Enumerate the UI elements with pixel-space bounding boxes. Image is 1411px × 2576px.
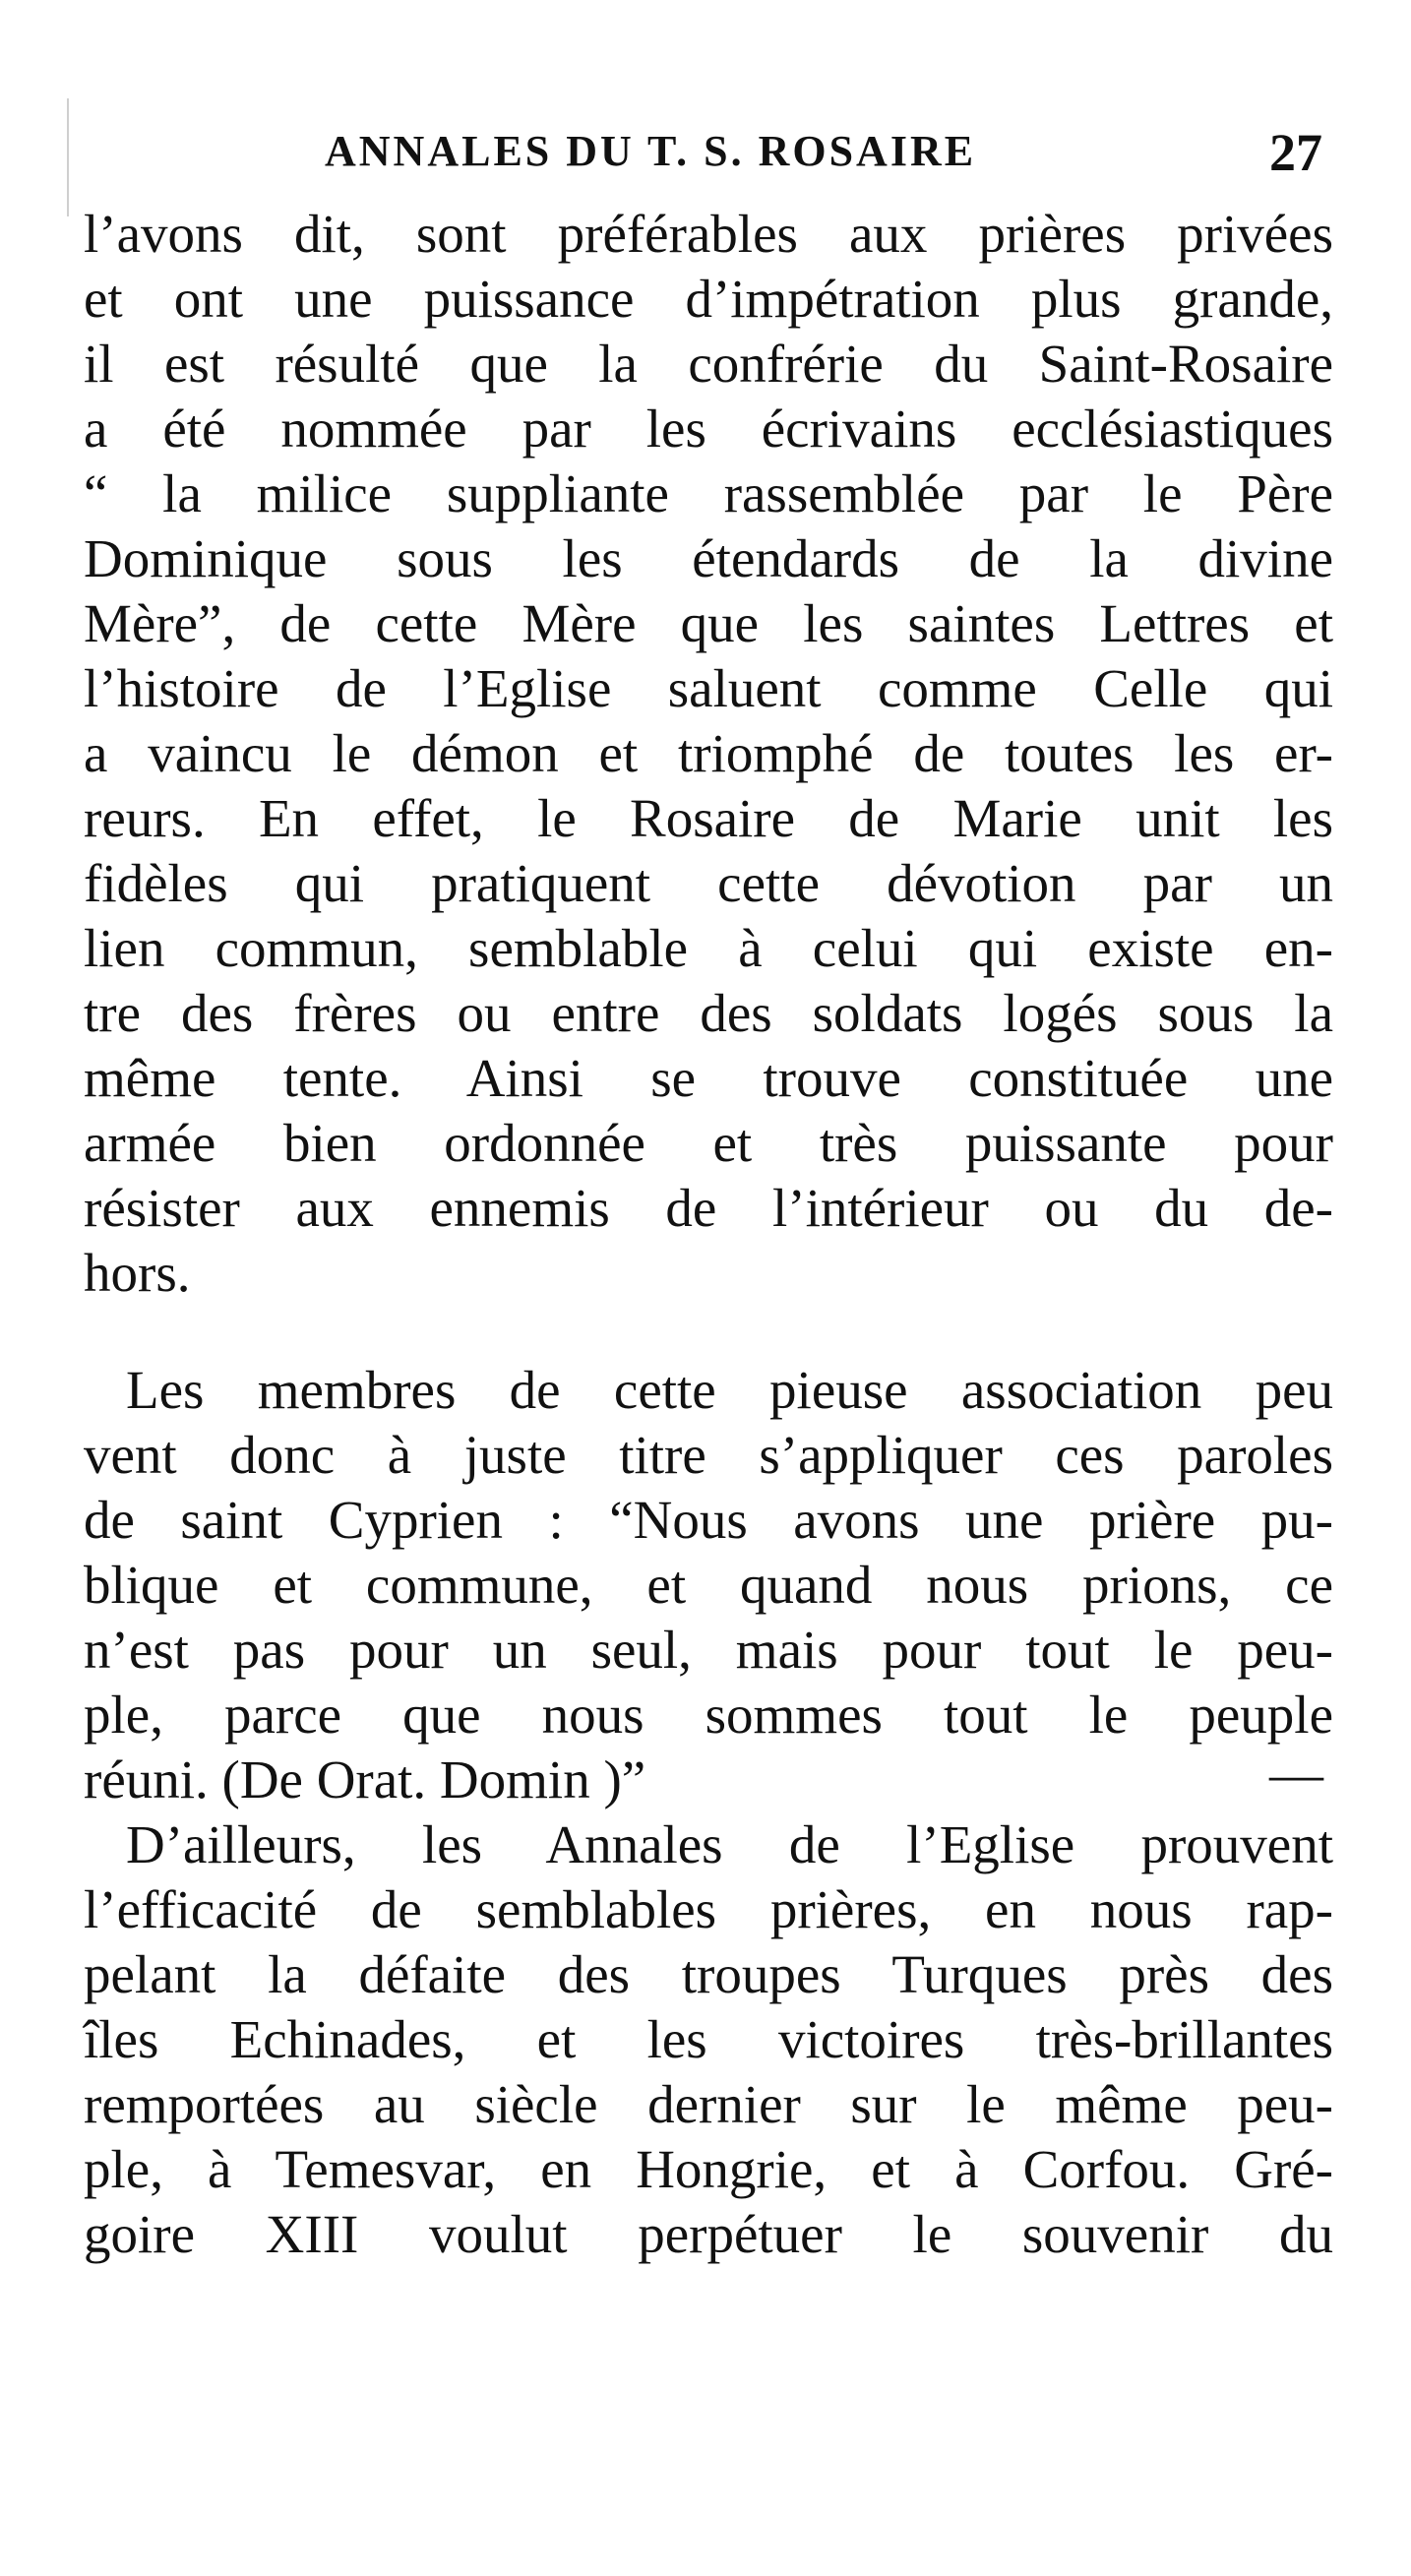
text-line: l’efficacité de semblables prières, en nous rap- [84,1879,1333,1939]
text-line: et ont une puissance d’impétration plus grande, [84,269,1333,329]
citation-line: réuni. (De Orat. Domin )” [84,1749,646,1809]
text-line: a vaincu le démon et triomphé de toutes les er- [84,723,1333,783]
text-line: même tente. Ainsi se trouve constituée une [84,1048,1333,1108]
text-line: D’ailleurs, les Annales de l’Eglise prouvent [126,1814,1333,1874]
text-line: fidèles qui pratiquent cette dévotion par un [84,853,1333,913]
text-line: reurs. En effet, le Rosaire de Marie unit les [84,788,1333,848]
section-dash: — [1269,1744,1323,1804]
text-line: n’est pas pour un seul, mais pour tout le peu- [84,1620,1333,1680]
text-line: ple, à Temesvar, en Hongrie, et à Corfou. Gré- [84,2139,1333,2199]
text-line: hors. [84,1243,191,1303]
text-line: l’avons dit, sont préférables aux prières privées [84,204,1333,264]
text-line: goire XIII voulut perpétuer le souvenir du [84,2204,1333,2264]
text-line: Mère”, de cette Mère que les saintes Lettres et [84,593,1333,653]
text-line: tre des frères ou entre des soldats logés sous la [84,983,1333,1043]
text-line: “ la milice suppliante rassemblée par le Père [84,463,1333,523]
text-line: Dominique sous les étendards de la divine [84,528,1333,588]
text-line: blique et commune, et quand nous prions, ce [84,1555,1333,1615]
text-line: lien commun, semblable à celui qui existe en- [84,918,1333,978]
text-line: remportées au siècle dernier sur le même peu- [84,2074,1333,2134]
text-line: ple, parce que nous sommes tout le peuple [84,1685,1333,1745]
text-line: pelant la défaite des troupes Turques près des [84,1944,1333,2004]
page-number: 27 [1269,123,1322,182]
text-line: vent donc à juste titre s’appliquer ces paroles [84,1425,1333,1485]
text-line: l’histoire de l’Eglise saluent comme Celle qui [84,658,1333,718]
text-line: Les membres de cette pieuse association peu [126,1360,1333,1420]
text-line [84,1748,1333,1812]
text-line: résister aux ennemis de l’intérieur ou du de- [84,1178,1333,1238]
text-line: îles Echinades, et les victoires très-brillantes [84,2009,1333,2069]
text-line: a été nommée par les écrivains ecclésiastiques [84,399,1333,459]
text-line: de saint Cyprien : “Nous avons une prière pu- [84,1490,1333,1550]
text-line: armée bien ordonnée et très puissante pour [84,1113,1333,1173]
text-line: il est résulté que la confrérie du Saint-Rosaire [84,334,1333,394]
running-title: ANNALES DU T. S. ROSAIRE [325,127,977,175]
